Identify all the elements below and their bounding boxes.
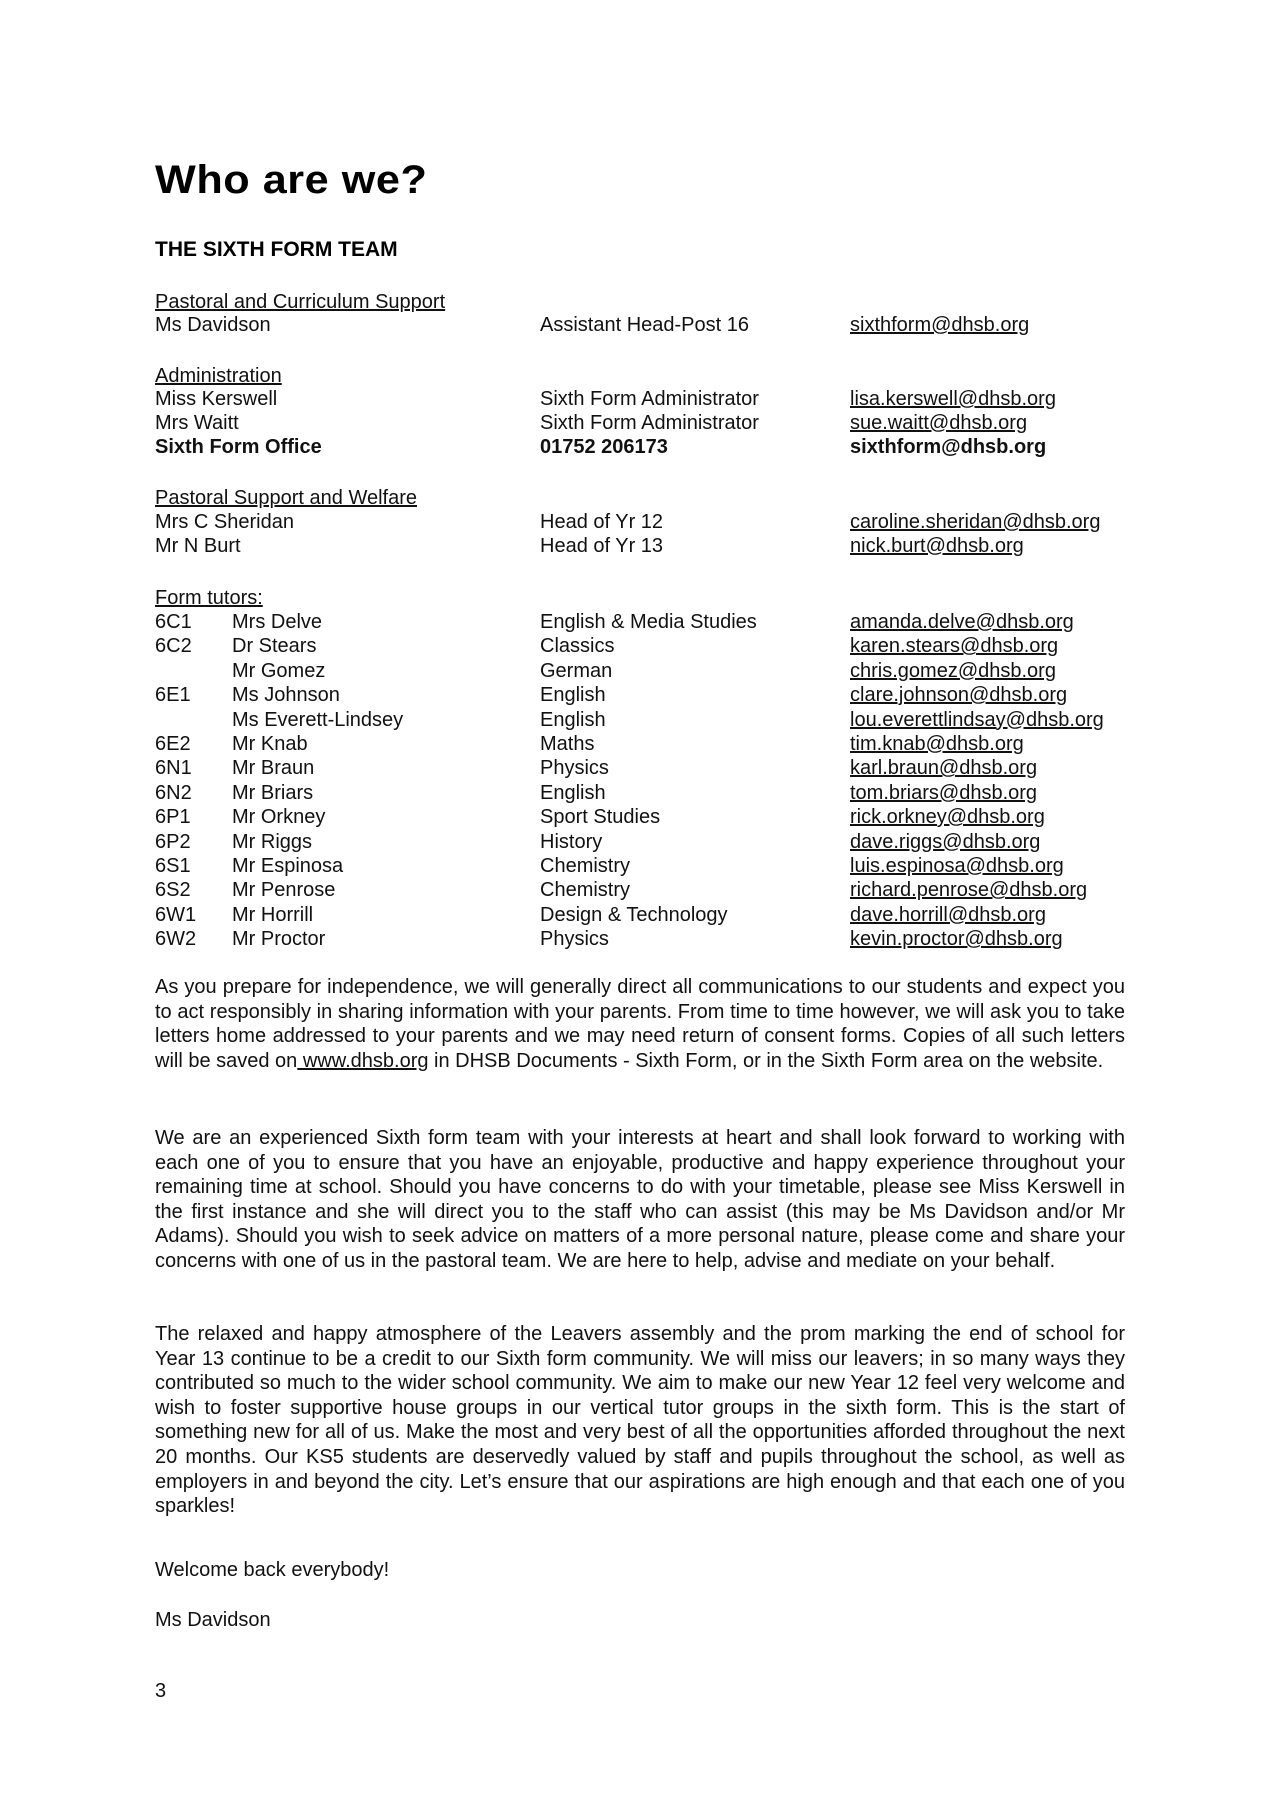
section-heading-form-tutors: Form tutors: <box>155 587 263 609</box>
staff-name: Ms Davidson <box>155 314 271 336</box>
tutor-group-code: 6C1 <box>155 611 192 633</box>
staff-row <box>155 510 1125 534</box>
office-name: Sixth Form Office <box>155 436 322 458</box>
staff-name: Mrs C Sheridan <box>155 511 294 533</box>
staff-row <box>155 313 1125 337</box>
email-link[interactable]: richard.penrose@dhsb.org <box>850 879 1088 902</box>
tutor-name: Mr Penrose <box>232 879 336 902</box>
team-heading: THE SIXTH FORM TEAM <box>155 238 398 261</box>
email-link[interactable]: rick.orkney@dhsb.org <box>850 806 1045 829</box>
tutor-subject: History <box>540 830 603 853</box>
email-link[interactable]: tom.briars@dhsb.org <box>850 781 1038 804</box>
staff-name: Mr N Burt <box>155 535 241 557</box>
tutor-name: Mr Horrill <box>232 903 314 926</box>
tutor-row <box>155 732 1125 756</box>
tutor-subject: Sport Studies <box>540 806 661 829</box>
tutor-row <box>155 708 1125 732</box>
staff-row <box>155 411 1125 435</box>
section-heading-administration: Administration <box>155 365 282 387</box>
tutor-row <box>155 830 1125 854</box>
tutor-group-code: 6C2 <box>155 635 192 658</box>
tutor-name: Mr Gomez <box>232 659 326 682</box>
staff-role: Sixth Form Administrator <box>540 412 759 434</box>
tutor-group-code: 6S1 <box>155 855 191 877</box>
tutor-subject: English <box>540 781 606 804</box>
tutor-name: Mr Briars <box>232 781 314 804</box>
staff-name: Miss Kerswell <box>155 388 278 410</box>
staff-row <box>155 534 1125 558</box>
email-link[interactable]: lisa.kerswell@dhsb.org <box>850 388 1056 410</box>
email-link[interactable]: karl.braun@dhsb.org <box>850 757 1038 780</box>
office-row <box>155 435 1125 459</box>
page-number: 3 <box>155 1680 167 1702</box>
tutor-row <box>155 903 1125 927</box>
tutor-name: Mr Espinosa <box>232 855 344 877</box>
tutor-subject: Physics <box>540 928 609 951</box>
tutor-name: Mr Proctor <box>232 928 326 951</box>
staff-role: Assistant Head-Post 16 <box>540 314 749 336</box>
tutor-subject: Physics <box>540 757 609 780</box>
tutor-subject: Design & Technology <box>540 903 728 926</box>
tutor-group-code: 6N1 <box>155 757 192 780</box>
email-link[interactable]: nick.burt@dhsb.org <box>850 535 1024 557</box>
tutor-group-code: 6P1 <box>155 806 191 829</box>
email-link[interactable]: sixthform@dhsb.org <box>850 314 1030 336</box>
tutor-group-code: 6N2 <box>155 781 192 804</box>
staff-role: Sixth Form Administrator <box>540 388 759 410</box>
email-link[interactable]: dave.riggs@dhsb.org <box>850 830 1041 853</box>
paragraph-team: We are an experienced Sixth form team with your interests at heart and shall look forward to working with each one of you to ensure that you have an enjoyable, productive and happy experience throughout your remaining time at school. Should you have concerns to do with your timetable, please see Miss Kerswell in the first instance and she will direct you to the staff who can assist (this may be Ms Davidson and/or Mr Adams). Should you wish to seek advice on matters of a more personal nature, please come and share your concerns with one of us in the pastoral team. We are here to help, advise and mediate on your behalf. <box>155 1127 1125 1272</box>
page-title: Who are we? <box>155 158 428 202</box>
tutor-subject: Chemistry <box>540 879 631 902</box>
email-link[interactable]: dave.horrill@dhsb.org <box>850 903 1046 926</box>
tutor-row <box>155 634 1125 658</box>
tutor-row <box>155 781 1125 805</box>
tutor-group-code: 6S2 <box>155 879 191 902</box>
tutor-name: Dr Stears <box>232 635 317 658</box>
email-link[interactable]: sue.waitt@dhsb.org <box>850 412 1028 434</box>
tutor-name: Ms Johnson <box>232 684 340 707</box>
tutor-name: Mr Riggs <box>232 830 313 853</box>
tutor-name: Mr Braun <box>232 757 315 780</box>
tutor-row <box>155 854 1125 878</box>
tutor-subject: Classics <box>540 635 615 658</box>
staff-row <box>155 387 1125 411</box>
paragraph-communications: As you prepare for independence, we will generally direct all communications to our students and expect you to act responsibly in sharing information with your parents. From time to time however, we will ask you to take letters home addressed to your parents and we may need return of consent forms. Copies of all such letters will be saved on www.dhsb.org in DHSB Documents - Sixth Form, or in the Sixth Form area on the website. <box>155 976 1125 1072</box>
tutor-group-code: 6E1 <box>155 684 191 707</box>
tutor-group-code: 6W2 <box>155 928 197 951</box>
office-email[interactable]: sixthform@dhsb.org <box>850 436 1047 458</box>
tutor-group-code: 6W1 <box>155 903 197 926</box>
tutor-name: Ms Everett-Lindsey <box>232 708 404 731</box>
email-link[interactable]: caroline.sheridan@dhsb.org <box>850 511 1101 533</box>
tutor-subject: English & Media Studies <box>540 611 757 633</box>
tutor-row <box>155 805 1125 829</box>
tutor-row <box>155 610 1125 634</box>
staff-name: Mrs Waitt <box>155 412 239 434</box>
tutor-group-code: 6P2 <box>155 830 191 853</box>
tutor-name: Mrs Delve <box>232 611 323 633</box>
tutor-name: Mr Orkney <box>232 806 326 829</box>
email-link[interactable]: karen.stears@dhsb.org <box>850 635 1059 658</box>
email-link[interactable]: lou.everettlindsay@dhsb.org <box>850 708 1104 731</box>
tutor-row <box>155 878 1125 902</box>
tutor-subject: Chemistry <box>540 855 631 877</box>
tutor-subject: English <box>540 684 606 707</box>
email-link[interactable]: clare.johnson@dhsb.org <box>850 684 1068 707</box>
office-phone: 01752 206173 <box>540 436 668 458</box>
staff-role: Head of Yr 12 <box>540 511 664 533</box>
staff-role: Head of Yr 13 <box>540 535 664 557</box>
email-link[interactable]: amanda.delve@dhsb.org <box>850 611 1074 633</box>
tutor-row <box>155 756 1125 780</box>
tutor-name: Mr Knab <box>232 733 308 755</box>
section-heading-pastoral-welfare: Pastoral Support and Welfare <box>155 487 418 509</box>
tutor-group-code: 6E2 <box>155 733 191 755</box>
tutor-row <box>155 659 1125 683</box>
section-heading-pastoral-curriculum: Pastoral and Curriculum Support <box>155 291 446 313</box>
tutor-subject: German <box>540 659 613 682</box>
tutor-subject: Maths <box>540 733 595 755</box>
signature: Ms Davidson <box>155 1609 271 1631</box>
email-link[interactable]: chris.gomez@dhsb.org <box>850 659 1056 682</box>
email-link[interactable]: luis.espinosa@dhsb.org <box>850 855 1064 877</box>
email-link[interactable]: tim.knab@dhsb.org <box>850 733 1024 755</box>
closing-line: Welcome back everybody! <box>155 1559 390 1581</box>
tutor-row <box>155 927 1125 951</box>
website-link[interactable]: www.dhsb.org <box>297 1049 429 1072</box>
paragraph-atmosphere: The relaxed and happy atmosphere of the Leavers assembly and the prom marking the end of school for Year 13 continue to be a credit to our Sixth form community. We will miss our leavers; in so many ways they contributed so much to the wider school community. We aim to make our new Year 12 feel very welcome and wish to foster supportive house groups in our vertical tutor groups in the sixth form. This is the start of something new for all of us. Make the most and very best of all the opportunities afforded throughout the next 20 months. Our KS5 students are deservedly valued by staff and pupils throughout the school, as well as employers in and beyond the city. Let’s ensure that our aspirations are high enough and that each one of you sparkles! <box>155 1323 1125 1518</box>
tutor-row <box>155 683 1125 707</box>
tutor-subject: English <box>540 708 606 731</box>
email-link[interactable]: kevin.proctor@dhsb.org <box>850 928 1063 951</box>
